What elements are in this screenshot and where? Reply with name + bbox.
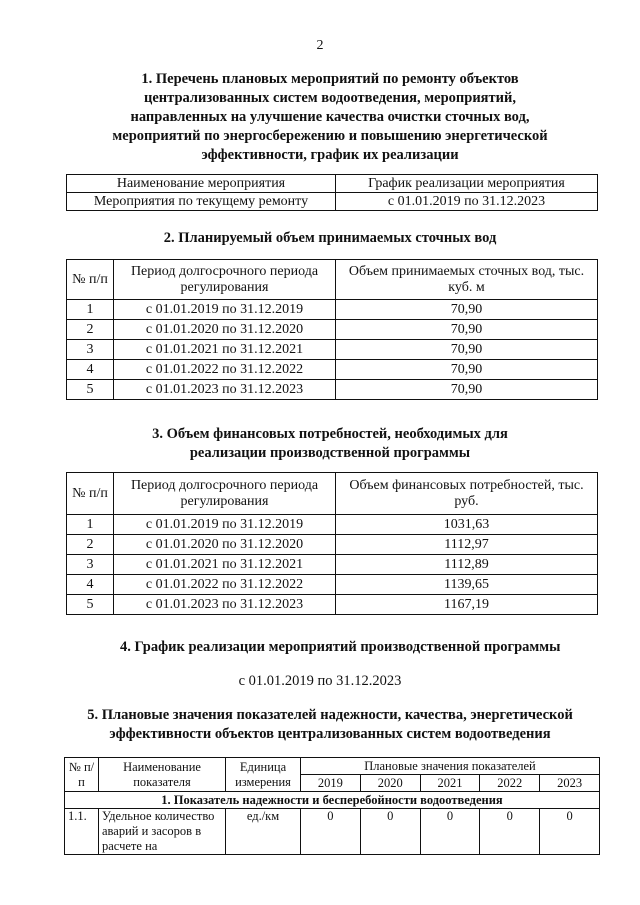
section1-title-line: мероприятий по энергосбережению и повышению энергетической: [112, 128, 548, 144]
section3-title-line: 3. Объем финансовых потребностей, необходимых для: [152, 426, 508, 442]
section5-title-line: эффективности объектов централизованных систем водоотведения: [109, 726, 551, 742]
table-cell: с 01.01.2020 по 31.12.2020: [114, 535, 336, 555]
table-cell: 1: [67, 515, 114, 535]
table-cell: 70,90: [336, 360, 598, 380]
table-cell: 5: [67, 380, 114, 400]
year-header: 2022: [480, 775, 540, 792]
activities-table: [66, 174, 598, 211]
table-cell: с 01.01.2023 по 31.12.2023: [114, 380, 336, 400]
table-cell: 3: [67, 340, 114, 360]
table-cell: 2: [67, 535, 114, 555]
table-cell: 0: [540, 809, 600, 855]
table-row: [67, 535, 598, 555]
table-cell: Мероприятия по текущему ремонту: [67, 193, 336, 211]
group-row: 1. Показатель надежности и бесперебойности водоотведения: [65, 792, 600, 809]
table-row: [67, 340, 598, 360]
table-header: № п/п: [67, 473, 114, 515]
table-cell: с 01.01.2019 по 31.12.2019: [114, 515, 336, 535]
table-cell: с 01.01.2021 по 31.12.2021: [114, 555, 336, 575]
section1-title-line: централизованных систем водоотведения, мероприятий,: [144, 90, 516, 106]
table-header: Плановые значения показателей: [301, 758, 600, 775]
table-row: [67, 515, 598, 535]
table-row: [67, 380, 598, 400]
section2-title: 2. Планируемый объем принимаемых сточных вод: [163, 230, 497, 246]
table-row: [67, 300, 598, 320]
section1-title-line: 1. Перечень плановых мероприятий по ремонту объектов: [141, 71, 519, 87]
table-cell: с 01.01.2022 по 31.12.2022: [114, 360, 336, 380]
table-cell: 70,90: [336, 380, 598, 400]
table-header: Единица измерения: [226, 758, 301, 792]
table-header: Наименование мероприятия: [67, 175, 336, 193]
table-cell: 1112,89: [336, 555, 598, 575]
table-row: [67, 360, 598, 380]
section1-title-line: направленных на улучшение качества очистки сточных вод,: [130, 109, 530, 125]
table-row: [65, 809, 600, 855]
table-cell: 4: [67, 360, 114, 380]
table-cell: 5: [67, 595, 114, 615]
table-header: Объем принимаемых сточных вод, тыс. куб. м: [336, 260, 598, 300]
table-cell: с 01.01.2021 по 31.12.2021: [114, 340, 336, 360]
table-row: [67, 575, 598, 595]
table-cell: 1.1.: [65, 809, 99, 855]
table-cell: Удельное количество аварий и засоров в расчете на: [99, 809, 226, 855]
table-cell: с 01.01.2019 по 31.12.2019: [114, 300, 336, 320]
table-cell: 70,90: [336, 300, 598, 320]
table-cell: 1139,65: [336, 575, 598, 595]
financial-needs-table: [66, 472, 598, 615]
section3-title-line: реализации производственной программы: [189, 445, 471, 461]
table-header: № п/п: [67, 260, 114, 300]
table-cell: 3: [67, 555, 114, 575]
section4-title: 4. График реализации мероприятий производственной программы: [120, 639, 561, 655]
table-cell: 70,90: [336, 340, 598, 360]
table-cell: 1031,63: [336, 515, 598, 535]
table-cell: 0: [360, 809, 420, 855]
table-header: Период долгосрочного периода регулирования: [114, 473, 336, 515]
table-header: Наименование показателя: [99, 758, 226, 792]
year-header: 2023: [540, 775, 600, 792]
wastewater-volume-table: [66, 259, 598, 400]
table-cell: ед./км: [226, 809, 301, 855]
table-cell: с 01.01.2022 по 31.12.2022: [114, 575, 336, 595]
section1-title-line: эффективности, график их реализации: [201, 147, 459, 163]
indicators-table: [64, 757, 600, 855]
table-cell: 1: [67, 300, 114, 320]
table-cell: 0: [480, 809, 540, 855]
table-header: Объем финансовых потребностей, тыс. руб.: [336, 473, 598, 515]
table-cell: 0: [301, 809, 361, 855]
table-cell: 1167,19: [336, 595, 598, 615]
table-header: Период долгосрочного периода регулирования: [114, 260, 336, 300]
section1-title: [60, 70, 600, 165]
section5-title-line: 5. Плановые значения показателей надежности, качества, энергетической: [87, 707, 573, 723]
table-cell: 1112,97: [336, 535, 598, 555]
table-header: График реализации мероприятия: [336, 175, 598, 193]
page-number: 2: [316, 38, 324, 53]
table-row: [67, 320, 598, 340]
table-row: [67, 555, 598, 575]
table-cell: с 01.01.2020 по 31.12.2020: [114, 320, 336, 340]
table-header: № п/п: [65, 758, 99, 792]
table-cell: с 01.01.2019 по 31.12.2023: [336, 193, 598, 211]
section5-title: [40, 706, 620, 744]
table-cell: 4: [67, 575, 114, 595]
table-cell: 70,90: [336, 320, 598, 340]
table-cell: 2: [67, 320, 114, 340]
section3-title: [60, 425, 600, 463]
year-header: 2021: [420, 775, 480, 792]
section4-period: с 01.01.2019 по 31.12.2023: [238, 673, 402, 689]
table-cell: с 01.01.2023 по 31.12.2023: [114, 595, 336, 615]
year-header: 2020: [360, 775, 420, 792]
year-header: 2019: [301, 775, 361, 792]
table-row: [67, 595, 598, 615]
table-cell: 0: [420, 809, 480, 855]
